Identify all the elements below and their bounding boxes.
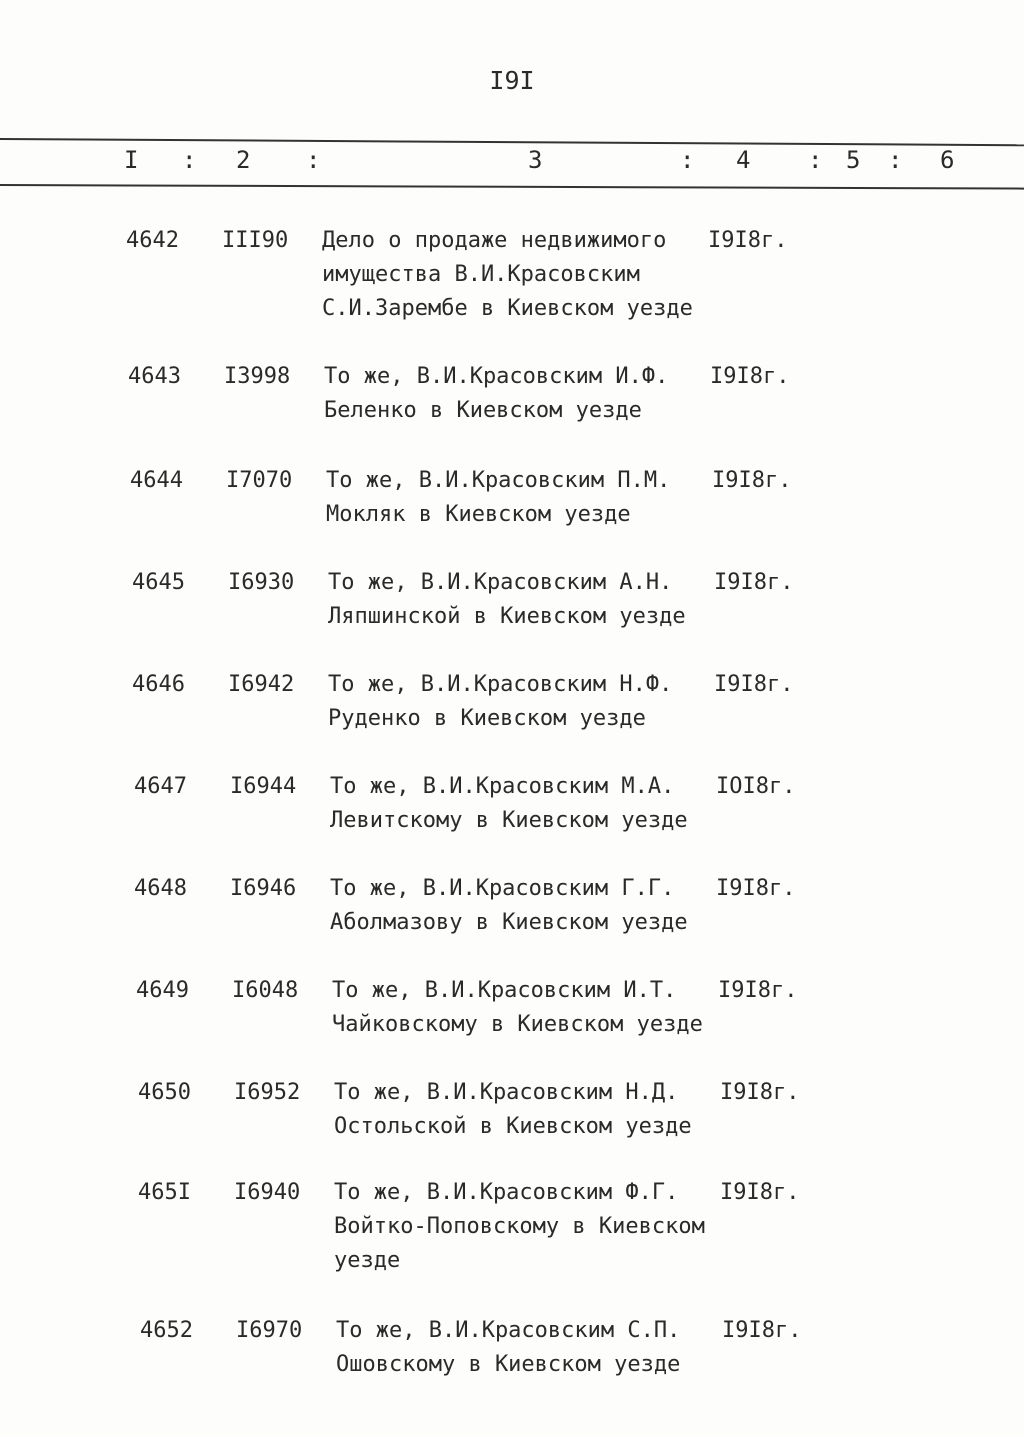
- item-title: [336, 1314, 680, 1382]
- item-title-line: То же, В.И.Красовским Н.Д.: [334, 1080, 679, 1105]
- archive-number: I6940: [234, 1180, 301, 1205]
- item-title-line: Войтко-Поповскому в Киевском: [334, 1214, 705, 1239]
- item-title-line: Левитскому в Киевском уезде: [330, 808, 688, 833]
- archive-number: I7070: [226, 468, 293, 493]
- item-date: I9I8г.: [714, 570, 794, 595]
- archive-number: I6952: [234, 1080, 301, 1105]
- column-separator: :: [306, 146, 321, 174]
- item-title-line: Мокляк в Киевском уезде: [326, 502, 631, 527]
- archive-number: I6048: [232, 978, 299, 1003]
- column-header-1: I: [124, 146, 139, 174]
- item-date: I9I8г.: [716, 876, 796, 901]
- column-header-5: 5: [846, 146, 861, 174]
- item-number: 4647: [134, 774, 187, 799]
- column-separator: :: [680, 146, 695, 174]
- item-title: [334, 1076, 692, 1144]
- item-title-line: То же, В.И.Красовским Ф.Г.: [334, 1180, 679, 1205]
- item-date: IOI8г.: [716, 774, 796, 799]
- item-title: [322, 224, 693, 326]
- item-number: 4642: [126, 228, 179, 253]
- item-number: 4649: [136, 978, 189, 1003]
- item-title-line: Чайковскому в Киевском уезде: [332, 1012, 703, 1037]
- item-date: I9I8г.: [720, 1180, 800, 1205]
- archive-number: I6930: [228, 570, 295, 595]
- item-number: 4646: [132, 672, 185, 697]
- item-title-line: То же, В.И.Красовским А.Н.: [328, 570, 673, 595]
- item-title-line: Ошовскому в Киевском уезде: [336, 1352, 681, 1377]
- item-date: I9I8г.: [708, 228, 788, 253]
- archive-number: I6944: [230, 774, 297, 799]
- item-title: [330, 770, 688, 838]
- item-title-line: То же, В.И.Красовским П.М.: [326, 468, 671, 493]
- item-number: 4652: [140, 1318, 193, 1343]
- item-title-line: Беленко в Киевском уезде: [324, 398, 642, 423]
- item-date: I9I8г.: [712, 468, 792, 493]
- item-number: 4650: [138, 1080, 191, 1105]
- item-title-line: Дело о продаже недвижимого: [322, 228, 667, 253]
- item-number: 4644: [130, 468, 183, 493]
- item-title-line: Аболмазову в Киевском уезде: [330, 910, 688, 935]
- item-number: 465I: [138, 1180, 191, 1205]
- item-title-line: Остольской в Киевском уезде: [334, 1114, 692, 1139]
- item-title: [326, 464, 670, 532]
- header-rule-bottom: [0, 184, 1024, 190]
- archive-number: III90: [222, 228, 289, 253]
- item-title-line: То же, В.И.Красовским Г.Г.: [330, 876, 675, 901]
- item-date: I9I8г.: [722, 1318, 802, 1343]
- archive-number: I6946: [230, 876, 297, 901]
- column-separator: :: [808, 146, 823, 174]
- item-title-line: Руденко в Киевском уезде: [328, 706, 646, 731]
- item-title-line: уезде: [334, 1248, 401, 1273]
- item-title-line: То же, В.И.Красовским И.Ф.: [324, 364, 669, 389]
- item-title: [324, 360, 668, 428]
- item-date: I9I8г.: [710, 364, 790, 389]
- column-header-2: 2: [236, 146, 251, 174]
- item-title-line: То же, В.И.Красовским С.П.: [336, 1318, 681, 1343]
- item-title: [328, 668, 672, 736]
- item-title: [334, 1176, 705, 1278]
- header-rule-top: [0, 138, 1024, 146]
- item-date: I9I8г.: [718, 978, 798, 1003]
- item-number: 4645: [132, 570, 185, 595]
- column-header-6: 6: [940, 146, 955, 174]
- item-date: I9I8г.: [720, 1080, 800, 1105]
- item-number: 4643: [128, 364, 181, 389]
- archive-number: I6942: [228, 672, 295, 697]
- item-title-line: То же, В.И.Красовским И.Т.: [332, 978, 677, 1003]
- item-title: [328, 566, 686, 634]
- column-separator: :: [182, 146, 197, 174]
- item-title: [330, 872, 688, 940]
- archive-number: I3998: [224, 364, 291, 389]
- column-header-3: 3: [528, 146, 543, 174]
- item-title-line: То же, В.И.Красовским М.А.: [330, 774, 675, 799]
- item-title-line: Ляпшинской в Киевском уезде: [328, 604, 686, 629]
- item-title: [332, 974, 703, 1042]
- column-separator: :: [888, 146, 903, 174]
- item-title-line: имущества В.И.Красовским: [322, 262, 640, 287]
- column-header-4: 4: [736, 146, 751, 174]
- item-number: 4648: [134, 876, 187, 901]
- archive-number: I6970: [236, 1318, 303, 1343]
- item-title-line: С.И.Зарембе в Киевском уезде: [322, 296, 693, 321]
- item-date: I9I8г.: [714, 672, 794, 697]
- page-number: I9I: [489, 66, 535, 95]
- item-title-line: То же, В.И.Красовским Н.Ф.: [328, 672, 673, 697]
